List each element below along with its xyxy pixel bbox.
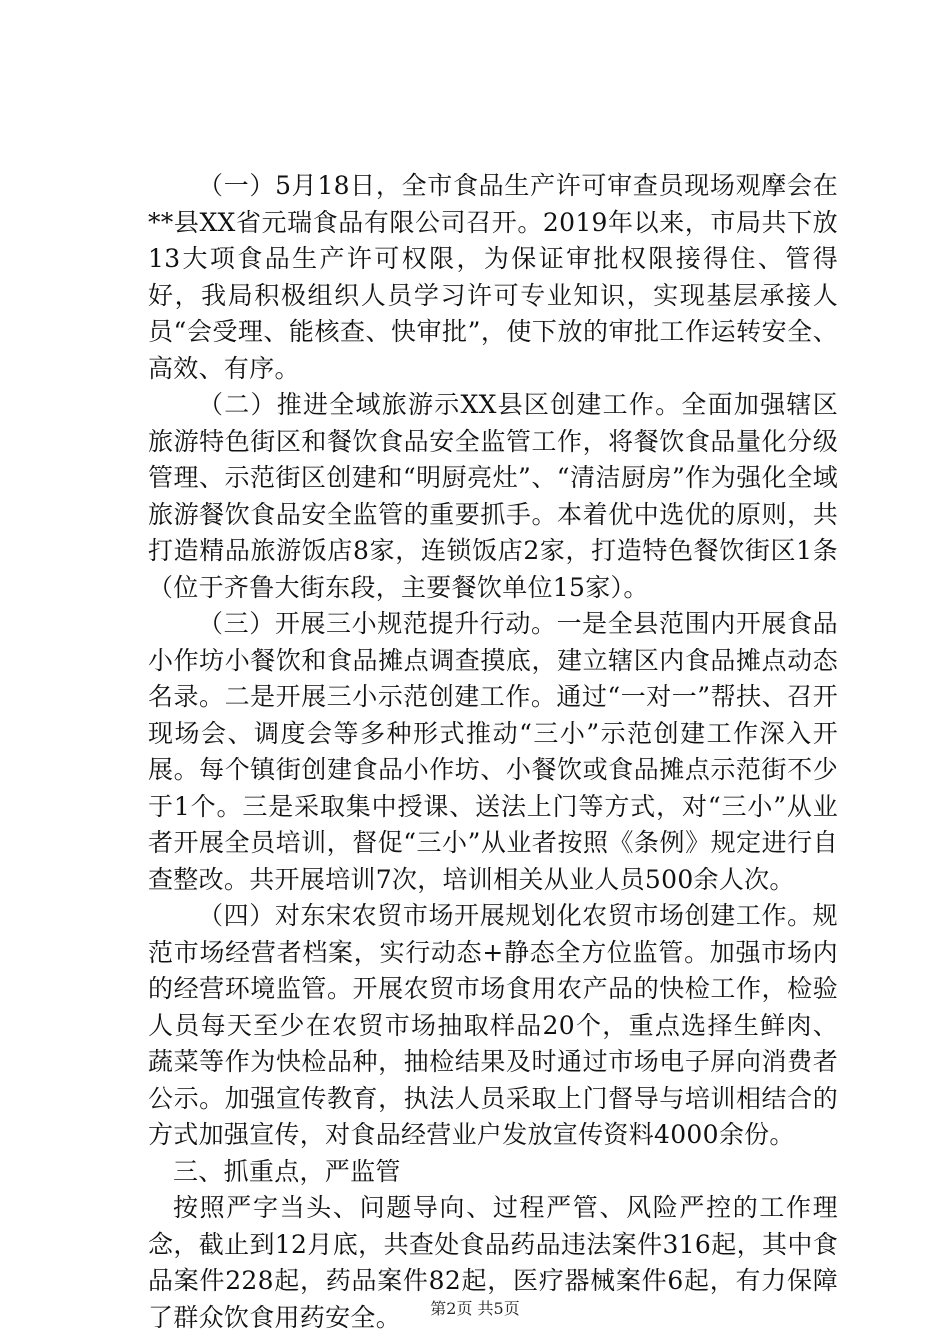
section-heading: 三、抓重点，严监管 <box>173 1156 401 1186</box>
paragraph-item-2: （二）推进全域旅游示XX县区创建工作。全面加强辖区旅游特色街区和餐饮食品安全监管工作，将餐饮食品量化分级管理、示范街区创建和“明厨亮灶”、“清洁厨房”作为强化全域旅游餐饮食品安全监管的重要抓手。本着优中选优的原则，共打造精品旅游饭店8家，连锁饭店2家，打造特色餐饮街区1条（位于齐鲁大街东段，主要餐饮单位15家）。 <box>148 390 838 602</box>
paragraph-item-5: 按照严字当头、问题导向、过程严管、风险严控的工作理念，截止到12月底，共查处食品药品违法案件316起，其中食品案件228起，药品案件82起，医疗器械案件6起，有力保障了群众饮食用药安全。 <box>148 1193 838 1332</box>
paragraph-item-1: （一）5月18日，全市食品生产许可审查员现场观摩会在**县XX省元瑞食品有限公司召开。2019年以来，市局共下放13大项食品生产许可权限，为保证审批权限接得住、管得好，我局积极组织人员学习许可专业知识，实现基层承接人员“会受理、能核查、快审批”，使下放的审批工作运转安全、高效、有序。 <box>148 171 838 383</box>
paragraph-item-3: （三）开展三小规范提升行动。一是全县范围内开展食品小作坊小餐饮和食品摊点调查摸底，建立辖区内食品摊点动态名录。二是开展三小示范创建工作。通过“一对一”帮扶、召开现场会、调度会等多种形式推动“三小”示范创建工作深入开展。每个镇街创建食品小作坊、小餐饮或食品摊点示范街不少于1个。三是采取集中授课、送法上门等方式，对“三小”从业者开展全员培训，督促“三小”从业者按照《条例》规定进行自查整改。共开展培训7次，培训相关从业人员500余人次。 <box>148 609 838 894</box>
paragraph-item-4: （四）对东宋农贸市场开展规划化农贸市场创建工作。规范市场经营者档案，实行动态+静态全方位监管。加强市场内的经营环境监管。开展农贸市场食用农产品的快检工作，检验人员每天至少在农贸市场抽取样品20个，重点选择生鲜肉、蔬菜等作为快检品种，抽检结果及时通过市场电子屏向消费者公示。加强宣传教育，执法人员采取上门督导与培训相结合的方式加强宣传，对食品经营业户发放宣传资料4000余份。 <box>148 901 838 1149</box>
document-body <box>148 168 838 1336</box>
page-footer: 第2页 共5页 <box>430 1299 520 1318</box>
